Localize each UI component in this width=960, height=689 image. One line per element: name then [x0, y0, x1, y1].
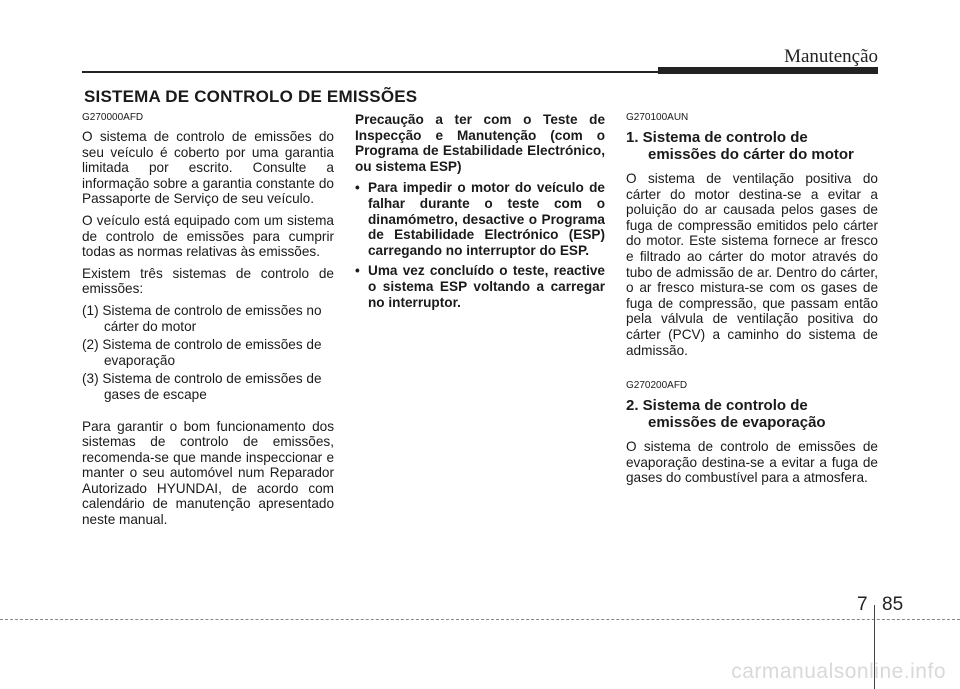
paragraph-evaporative: O sistema de controlo de emissões de evaporação destina-se a evitar a fuga de gases do combustível para a atmosfera.	[626, 439, 878, 486]
reference-code: G270000AFD	[82, 112, 144, 123]
column-right	[626, 112, 878, 492]
list-item	[355, 263, 605, 310]
paragraph-equipped: O veículo está equipado com um sistema de controlo de emissões para cumprir todas as normas relativas às emissões.	[82, 212, 334, 260]
list-item: (2) Sistema de controlo de emissões de evaporação	[82, 337, 322, 368]
chapter-number: 7	[857, 594, 868, 615]
paragraph-maintenance: Para garantir o bom funcionamento dos sistemas de controlo de emissões, recomenda-se que mande inspeccionar e manter o seu automóvel num Reparador Autorizado HYUNDAI, de acordo com calendário de manutenção apresentado neste manual.	[82, 418, 334, 528]
bullet-icon: •	[355, 263, 360, 279]
page-number: 85	[882, 594, 904, 615]
list-item: (1) Sistema de controlo de emissões no cárter do motor	[82, 302, 322, 334]
paragraph-warranty: O sistema de controlo de emissões do seu veículo é coberto por uma garantia limitada por escrito. Consulte a informação sobre a garantia constante do Passaporte de Serviço de seu veículo.	[82, 129, 334, 207]
column-left	[82, 112, 334, 534]
paragraph-three-systems: Existem três sistemas de controlo de emissões:	[82, 265, 334, 297]
column-middle	[355, 112, 605, 315]
watermark: carmanualsonline.info	[731, 660, 946, 683]
paragraph-crankcase: O sistema de ventilação positiva do cárter do motor destina-se a evitar a poluição do ar causada pelos gases de fuga de compressão emitidos pelo cárter do motor. Este sistema fornece ar fresco e filtrado ao cárter do motor através do tubo de admissão de ar. Dentro do cárter, o ar fresco mistura-se com os gases de fuga de compressão, que passam então pela válvula de ventilação positiva do cárter (PCV) a caminho do sistema de admissão.	[626, 171, 878, 358]
footer-rule	[0, 619, 960, 620]
list-item	[355, 180, 605, 258]
bullet-icon: •	[355, 180, 360, 196]
header-rule-accent	[658, 67, 878, 74]
subsection-heading-crankcase: 1. Sistema de controlo de emissões do cárter do motor	[626, 129, 854, 163]
bullet-text: Uma vez concluído o teste, reactive o sistema ESP voltando a carregar no interruptor.	[368, 263, 605, 310]
section-title: SISTEMA DE CONTROLO DE EMISSÕES	[84, 87, 418, 106]
caution-bullets	[355, 180, 605, 310]
list-item: (3) Sistema de controlo de emissões de gases de escape	[82, 371, 322, 402]
bullet-text: Para impedir o motor do veículo de falhar durante o teste com o dinamómetro, desactive o Programa de Estabilidade Electrónico (ESP) carregando no interruptor do ESP.	[368, 180, 605, 258]
reference-code: G270200AFD	[626, 380, 688, 392]
systems-list	[82, 303, 334, 403]
reference-code: G270100AUN	[626, 112, 689, 123]
subsection-heading-evaporative: 2. Sistema de controlo de emissões de evaporação	[626, 397, 826, 432]
caution-heading: Precaução a ter com o Teste de Inspecção e Manutenção (com o Programa de Estabilidade Electrónico, ou sistema ESP)	[355, 112, 605, 174]
header-title: Manutenção	[784, 46, 878, 67]
